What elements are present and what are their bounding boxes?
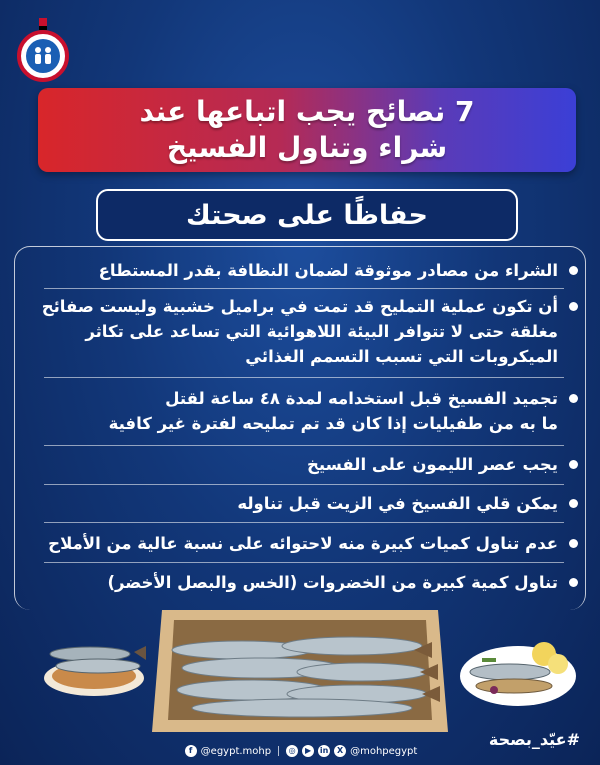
facebook-icon[interactable]: f: [185, 745, 197, 757]
bullet-icon: [569, 499, 578, 508]
facebook-handle[interactable]: @egypt.mohp: [200, 745, 272, 757]
tip-4: يجب عصر الليمون على الفسيخ: [30, 452, 578, 477]
divider: [44, 562, 564, 563]
social-bar: [170, 742, 432, 760]
tip-3: تجميد الفسيخ قبل استخدامه لمدة ٤٨ ساعة لقتل ما به من طفيليات إذا كان قد تم تمليحه لفترة غير كافية: [30, 386, 578, 436]
linkedin-icon[interactable]: in: [319, 746, 329, 755]
divider: [44, 484, 564, 485]
fish-plate-right-image: [458, 628, 578, 708]
divider: [278, 746, 279, 756]
fish-plate-left-image: [42, 632, 146, 698]
bullet-icon: [569, 266, 578, 275]
ministry-logo-icon: [14, 18, 72, 82]
fish-crate-image: [152, 610, 448, 732]
bullet-icon: [569, 394, 578, 403]
youtube-icon[interactable]: ▶: [302, 745, 314, 757]
subtitle-box: [96, 189, 518, 241]
bullet-icon: [569, 302, 578, 311]
title-line-1: 7 نصائح يجب اتباعها عند: [139, 95, 475, 128]
tip-6: عدم تناول كميات كبيرة منه لاحتوائه على نسبة عالية من الأملاح: [30, 531, 578, 556]
tip-7: تناول كمية كبيرة من الخضروات (الخس والبصل الأخضر): [30, 570, 578, 595]
bullet-icon: [569, 460, 578, 469]
title-banner: [38, 88, 576, 172]
divider: [44, 522, 564, 523]
divider: [44, 288, 564, 289]
subtitle: حفاظًا على صحتك: [186, 199, 428, 231]
tip-2: أن تكون عملية التمليح قد تمت في براميل خشبية وليست صفائح مغلقة حتى لا تتوافر البيئة اللاهوائية التي تساعد على تكاثر الميكروبات التي تسبب التسمم الغذائي: [30, 294, 578, 369]
bullet-icon: [569, 539, 578, 548]
tip-5: يمكن قلي الفسيخ في الزيت قبل تناوله: [30, 491, 578, 516]
divider: [44, 377, 564, 378]
hashtag: #عيّد_بصحة: [488, 730, 580, 749]
tip-1: الشراء من مصادر موثوقة لضمان النظافة بقدر المستطاع: [30, 258, 578, 283]
x-icon[interactable]: X: [334, 745, 346, 757]
divider: [44, 445, 564, 446]
instagram-icon[interactable]: ◎: [286, 745, 298, 757]
title-line-2: شراء وتناول الفسيخ: [166, 131, 448, 164]
other-handle[interactable]: @mohpegypt: [350, 745, 418, 757]
bullet-icon: [569, 578, 578, 587]
